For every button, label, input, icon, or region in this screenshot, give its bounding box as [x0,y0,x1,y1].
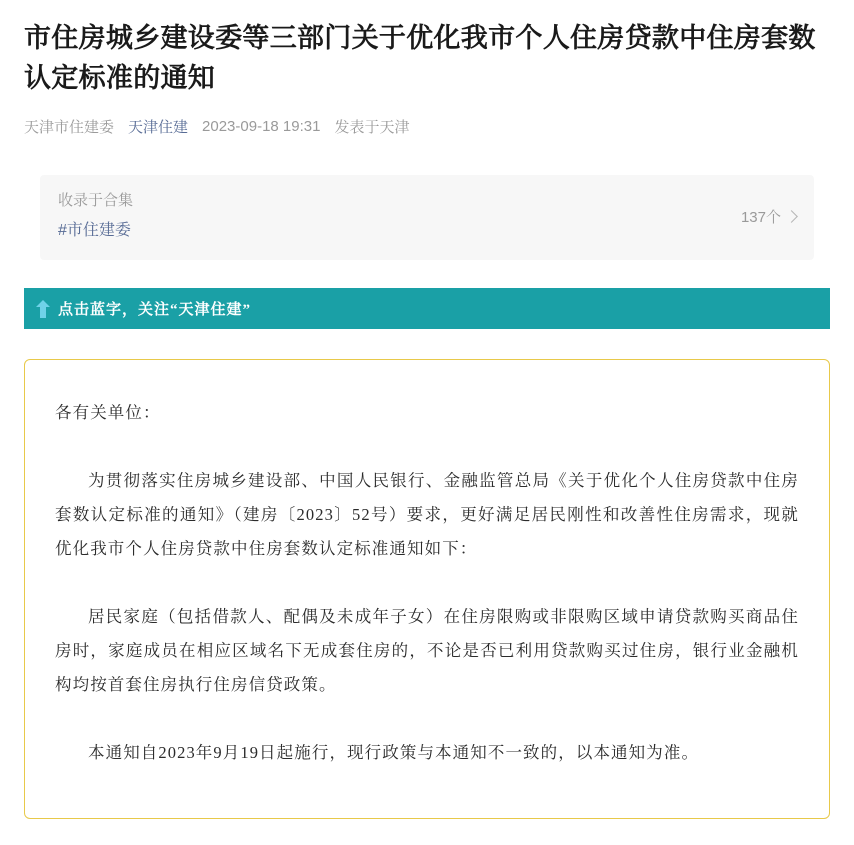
article-meta [24,116,830,137]
arrow-up-icon [36,300,50,318]
notice-paragraph: 为贯彻落实住房城乡建设部、中国人民银行、金融监管总局《关于优化个人住房贷款中住房套数认定标准的通知》（建房〔2023〕52号）要求，更好满足居民刚性和改善性住房需求，现就优化我市个人住房贷款中住房套数认定标准通知如下： [55,471,799,558]
page-title: 市住房城乡建设委等三部门关于优化我市个人住房贷款中住房套数认定标准的通知 [24,23,816,93]
notice-body [24,359,830,819]
notice-paragraph: 居民家庭（包括借款人、配偶及未成年子女）在住房限购或非限购区域申请贷款购买商品住房时，家庭成员在相应区域名下无成套住房的，不论是否已利用贷款购买过住房，银行业金融机构均按首套住房执行住房信贷政策。 [55,607,799,694]
meta-location: 发表于天津 [334,119,410,136]
notice-paragraph: 本通知自2023年9月19日起施行，现行政策与本通知不一致的，以本通知为准。 [88,743,700,762]
meta-source: 天津市住建委 [24,119,115,136]
collection-info [58,191,133,242]
meta-datetime: 2023-09-18 19:31 [202,118,321,135]
follow-banner[interactable] [24,288,830,329]
collection-count-area[interactable] [741,206,796,227]
meta-account-link[interactable]: 天津住建 [128,119,189,136]
collection-label: 收录于合集 [58,192,134,209]
collection-tag-link[interactable]: #市住建委 [58,222,131,239]
notice-paragraph: 各有关单位： [55,403,161,422]
collection-card[interactable] [40,175,814,260]
follow-banner-text: 点击蓝字，关注“天津住建” [58,302,252,318]
chevron-right-icon [785,210,798,223]
collection-count: 137个 [740,209,781,226]
